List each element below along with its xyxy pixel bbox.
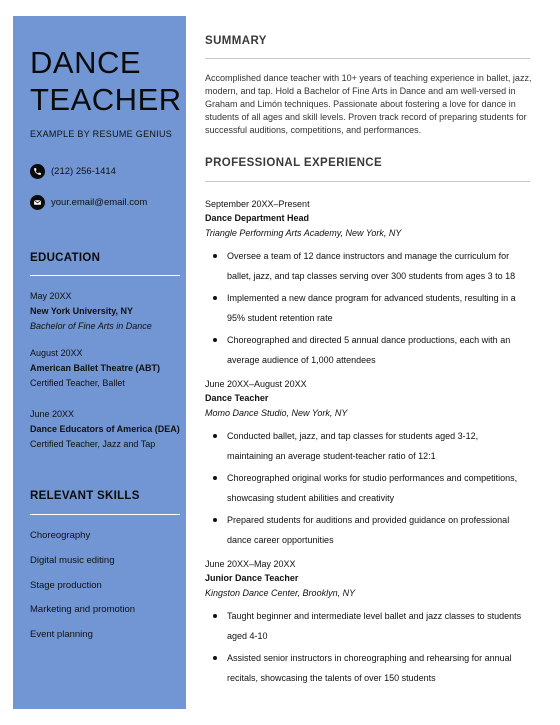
skill-item: Choreography	[30, 530, 91, 541]
education-heading: EDUCATION	[30, 252, 101, 264]
experience-heading: PROFESSIONAL EXPERIENCE	[205, 157, 383, 169]
education-institution: American Ballet Theatre (ABT)	[30, 363, 161, 373]
email-address[interactable]: your.email@email.com	[51, 197, 148, 208]
education-degree: Certified Teacher, Ballet	[30, 378, 125, 388]
job-title: Dance Teacher	[205, 393, 269, 403]
education-degree: Bachelor of Fine Arts in Dance	[30, 321, 152, 331]
job-bullets	[205, 606, 535, 688]
job-bullet: Conducted ballet, jazz, and tap classes for students aged 3-12, maintaining an average student-teacher ratio of 12:1	[205, 426, 525, 466]
job-bullet: Prepared students for auditions and provided guidance on professional dance career opportunities	[205, 510, 525, 550]
job-company: Kingston Dance Center, Brooklyn, NY	[205, 588, 356, 598]
job-company: Momo Dance Studio, New York, NY	[205, 408, 348, 418]
summary-divider	[205, 58, 530, 59]
summary-heading: SUMMARY	[205, 35, 267, 47]
education-date: May 20XX	[30, 291, 72, 301]
job-title: Junior Dance Teacher	[205, 573, 299, 583]
education-date: June 20XX	[30, 409, 75, 419]
job-bullet: Choreographed and directed 5 annual dance productions, each with an average audience of 1,000 attendees	[205, 330, 525, 370]
sidebar	[13, 16, 186, 709]
job-date: June 20XX–August 20XX	[205, 379, 307, 389]
resume-name	[30, 44, 182, 118]
skill-item: Stage production	[30, 580, 102, 591]
phone-icon	[30, 164, 45, 179]
skill-item: Marketing and promotion	[30, 604, 136, 615]
job-title: Dance Department Head	[205, 213, 310, 223]
name-line-1: DANCE	[30, 45, 142, 80]
job-entry	[205, 557, 535, 690]
job-date: September 20XX–Present	[205, 199, 310, 209]
job-bullets	[205, 426, 535, 550]
contact-phone	[30, 164, 116, 179]
skills-heading: RELEVANT SKILLS	[30, 490, 140, 502]
skills-divider	[30, 514, 180, 515]
skill-item: Event planning	[30, 629, 93, 640]
byline: EXAMPLE BY RESUME GENIUS	[30, 129, 173, 139]
job-company: Triangle Performing Arts Academy, New York, NY	[205, 228, 402, 238]
job-bullet: Taught beginner and intermediate level ballet and jazz classes to students aged 4-10	[205, 606, 525, 646]
education-divider	[30, 275, 180, 276]
job-bullet: Assisted senior instructors in choreographing and rehearsing for annual recitals, showcasing the talents of over 150 students	[205, 648, 525, 688]
name-line-2: TEACHER	[30, 82, 182, 117]
envelope-icon	[30, 195, 45, 210]
job-entry	[205, 377, 535, 552]
skill-item: Digital music editing	[30, 555, 115, 566]
job-bullet: Choreographed original works for studio performances and competitions, showcasing student abilities and creativity	[205, 468, 525, 508]
job-date: June 20XX–May 20XX	[205, 559, 296, 569]
education-degree: Certified Teacher, Jazz and Tap	[30, 439, 156, 449]
experience-divider	[205, 181, 530, 182]
education-entry	[30, 346, 182, 391]
education-entry	[30, 289, 182, 334]
education-institution: Dance Educators of America (DEA)	[30, 424, 180, 434]
job-entry	[205, 197, 535, 372]
education-entry	[30, 407, 182, 452]
job-bullet: Oversee a team of 12 dance instructors and manage the curriculum for ballet, jazz, and tap classes serving over 300 students from ages 3 to 18	[205, 246, 525, 286]
contact-email	[30, 195, 147, 210]
job-bullet: Implemented a new dance program for advanced students, resulting in a 95% student retention rate	[205, 288, 525, 328]
education-institution: New York University, NY	[30, 306, 134, 316]
summary-text: Accomplished dance teacher with 10+ years of teaching experience in ballet, jazz, modern, and tap. Hold a Bachelor of Fine Arts in Dance and am well-versed in Graham and Limón techniques. Passionate about fostering a love for dance in students of all ages and skill levels. Proven track record of preparing students for successful auditions, competitions, and performances.	[205, 73, 532, 135]
phone-number: (212) 256-1414	[51, 166, 116, 177]
job-bullets	[205, 246, 535, 370]
education-date: August 20XX	[30, 348, 83, 358]
